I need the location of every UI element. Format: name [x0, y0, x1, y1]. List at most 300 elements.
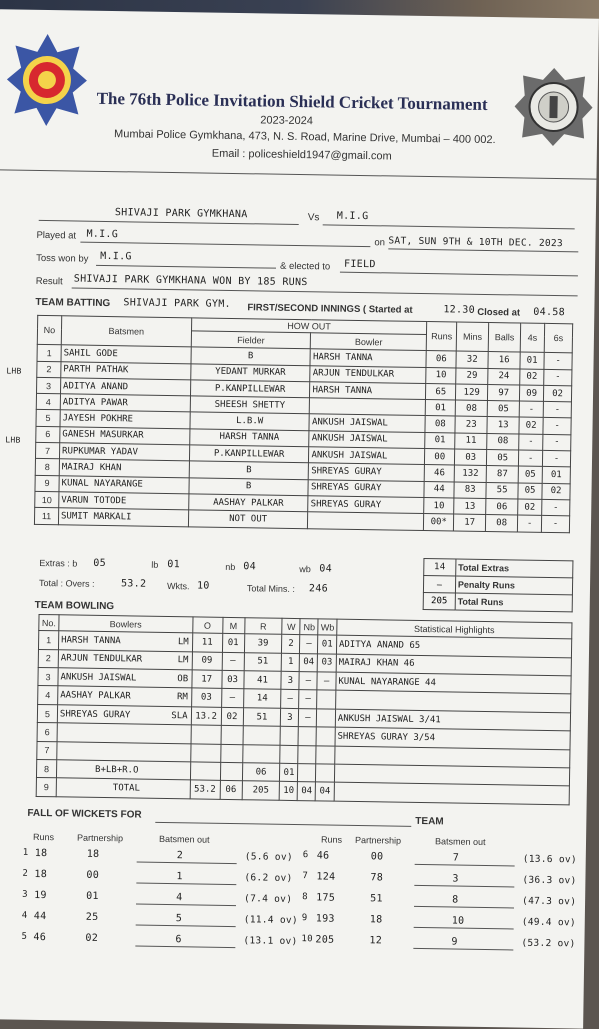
bowling-table: [36, 614, 573, 805]
batsman-runs: 01: [425, 400, 455, 417]
batsman-runs: 46: [424, 465, 454, 482]
fow-h-out-2: Batsmen out: [434, 836, 486, 848]
innings-started: 12.30: [443, 304, 476, 316]
bowler-wickets: 1: [282, 653, 300, 672]
bcol-wb: Wb: [318, 619, 337, 636]
batsman-6s: -: [544, 369, 572, 386]
penalty-value: –: [423, 576, 455, 593]
fow-underline: [414, 885, 514, 888]
bowler-overs: [191, 725, 221, 744]
bowler-wb: [317, 709, 336, 728]
bcol-w: W: [282, 618, 300, 635]
bowler-wickets: 3: [281, 708, 299, 727]
fow-overs: (5.6 ov): [244, 851, 293, 863]
bowler-nb: [298, 727, 316, 746]
extras-label: Extras : b: [39, 557, 78, 569]
dismissal-bowler: SHREYAS GURAY: [308, 496, 424, 514]
bowler-no: 5: [37, 704, 57, 723]
batsman-balls: 87: [486, 466, 518, 483]
bowler-wb: 03: [318, 654, 337, 673]
batsman-4s: 02: [518, 499, 542, 516]
dismissal-fielder: HARSH TANNA: [189, 429, 309, 447]
bowler-overs: 03: [191, 688, 221, 707]
batsman-mins: 08: [455, 400, 487, 417]
col-mins: Mins: [456, 322, 488, 352]
dismissal-fielder: SHEESH SHETTY: [190, 396, 310, 414]
fow-runs: 175: [316, 892, 336, 904]
totals-box: [423, 558, 574, 612]
batsman-4s: 09: [520, 385, 544, 402]
fow-batsman-out: 1: [176, 871, 183, 883]
bowler-nb: [298, 745, 316, 764]
total-mins: 246: [308, 583, 329, 595]
margin-mark-lhb-1: LHB: [6, 366, 22, 376]
batsman-no: 9: [35, 475, 59, 492]
fow-wicket-no: 10: [301, 934, 313, 945]
header-divider: [0, 169, 596, 179]
team1-line: [39, 220, 299, 225]
bowler-no: 9: [36, 778, 56, 797]
batsman-no: 8: [35, 459, 59, 476]
fow-partnership: 78: [370, 872, 384, 884]
fow-batsman-out: 6: [175, 934, 182, 946]
team-batting-label: TEAM BATTING: [35, 296, 111, 310]
team1: SHIVAJI PARK GYMKHANA: [114, 207, 248, 221]
played-at: M.I.G: [86, 228, 119, 241]
extras-lb: 01: [167, 558, 181, 571]
batsman-mins: 32: [456, 351, 488, 368]
bowler-cell: [56, 778, 190, 798]
col-balls: Balls: [488, 323, 520, 353]
bowler-runs: 51: [244, 652, 282, 671]
team-bowling-label: TEAM BOWLING: [34, 599, 115, 613]
batsman-no: 3: [37, 377, 61, 394]
fow-wicket-no: 6: [302, 850, 309, 861]
bowler-nb: –: [299, 672, 317, 691]
fow-h-runs-2: Runs: [320, 834, 343, 845]
batsman-no: 6: [36, 426, 60, 443]
batsman-runs: 10: [424, 497, 454, 514]
total-extras-label: Total Extras: [456, 559, 573, 578]
bowler-maidens: 01: [222, 634, 244, 653]
batsman-no: 5: [36, 410, 60, 427]
fow-overs: (47.3 ov): [522, 895, 577, 908]
fow-batsman-out: 5: [175, 913, 183, 925]
batsman-6s: -: [543, 402, 571, 419]
toss-line: [96, 265, 276, 269]
fow-overs: (7.4 ov): [244, 893, 293, 905]
dismissal-bowler: SHREYAS GURAY: [309, 463, 425, 481]
batsman-name: ADITYA ANAND: [60, 378, 190, 396]
batsman-runs: 00*: [424, 514, 454, 531]
batsman-runs: 10: [426, 367, 456, 384]
bowler-wb: [316, 745, 335, 764]
dismissal-fielder: P.KANPILLEWAR: [190, 380, 310, 398]
extras-nb: 04: [243, 561, 257, 573]
fow-partnership: 18: [369, 914, 383, 926]
bcol-r: R: [244, 618, 282, 635]
dismissal-bowler: ANKUSH JAISWAL: [309, 414, 425, 432]
batsman-6s: 01: [542, 467, 570, 484]
bowler-maidens: [220, 744, 242, 763]
total-overs: 53.2: [120, 578, 147, 590]
total-mins-label: Total Mins. :: [246, 583, 296, 594]
batsman-name: VARUN TOTODE: [59, 492, 189, 510]
batsman-mins: 23: [455, 416, 487, 433]
fow-runs: 124: [316, 871, 336, 883]
fow-partnership: 02: [85, 932, 99, 944]
bowler-nb: –: [300, 635, 318, 654]
batsman-4s: 01: [520, 352, 544, 369]
statistical-highlight: [334, 783, 569, 805]
bowler-nb: –: [299, 708, 317, 727]
bowler-runs: 205: [242, 781, 280, 800]
bowler-overs: 53.2: [190, 780, 220, 799]
elected: FIELD: [343, 258, 376, 271]
bowler-no: 7: [37, 741, 57, 760]
dismissal-fielder: AASHAY PALKAR: [188, 494, 308, 512]
vs-label: Vs: [307, 212, 320, 224]
batsman-name: ADITYA PAWAR: [60, 394, 190, 412]
batsman-name: KUNAL NAYARANGE: [59, 475, 189, 493]
team2: M.I.G: [336, 210, 369, 223]
batsman-no: 10: [35, 491, 59, 508]
col-4s: 4s: [520, 323, 544, 353]
fow-overs: (36.3 ov): [522, 874, 577, 887]
batsman-4s: -: [519, 401, 543, 418]
total-extras-value: 14: [424, 559, 456, 576]
bowler-wickets: [280, 745, 298, 764]
dismissal-fielder: L.B.W: [190, 412, 310, 430]
batsman-runs: 44: [424, 481, 454, 498]
dismissal-bowler: ANKUSH JAISWAL: [309, 447, 425, 465]
batsman-balls: 08: [486, 515, 518, 532]
dismissal-fielder: YEDANT MURKAR: [190, 363, 310, 381]
penalty-label: Penalty Runs: [455, 576, 572, 595]
date-line: [388, 248, 578, 252]
bowler-overs: 11: [192, 633, 222, 652]
statistical-highlight: SHREYAS GURAY 3/54: [335, 727, 570, 749]
bowler-overs: 13.2: [191, 707, 221, 726]
batsman-mins: 11: [455, 433, 487, 450]
batsman-balls: 05: [487, 401, 519, 418]
dismissal-fielder: B: [189, 477, 309, 495]
fow-wicket-no: 4: [21, 910, 28, 921]
dismissal-fielder: NOT OUT: [188, 510, 308, 528]
police-logo-left: [4, 31, 89, 128]
batsman-6s: -: [543, 418, 571, 435]
fow-wicket-no: 1: [22, 847, 29, 858]
bowler-runs: 39: [244, 634, 282, 653]
bowler-wb: [316, 727, 335, 746]
statistical-highlight: MAIRAJ KHAN 46: [336, 654, 571, 676]
dismissal-fielder: P.KANPILLEWAR: [189, 445, 309, 463]
bowler-cell: [57, 723, 191, 743]
batsman-runs: 00: [425, 449, 455, 466]
bowler-wb: [316, 764, 335, 783]
bowler-maidens: [220, 762, 242, 781]
fow-batsman-out: 9: [451, 936, 458, 948]
col-batsmen: Batsmen: [61, 316, 191, 347]
result: SHIVAJI PARK GYMKHANA WON BY 185 RUNS: [73, 273, 308, 289]
col-how-out: HOW OUT: [191, 318, 427, 335]
batsman-name: RUPKUMAR YADAV: [59, 443, 189, 461]
result-label: Result: [35, 275, 63, 288]
batsman-name: JAYESH POKHRE: [60, 410, 190, 428]
fow-partnership: 01: [86, 890, 99, 902]
batsman-runs: 06: [426, 351, 456, 368]
fow-partnership: 00: [86, 869, 100, 881]
fow-label: FALL OF WICKETS FOR: [27, 807, 142, 821]
batsman-no: 11: [34, 508, 58, 525]
batsman-runs: 01: [425, 432, 455, 449]
on-label: on: [374, 237, 386, 249]
total-runs-value: 205: [423, 593, 455, 610]
bowler-cell: [58, 668, 192, 688]
fow-wicket-no: 9: [301, 913, 308, 924]
extras-wb: 04: [319, 563, 333, 575]
col-no: No: [37, 315, 61, 345]
played-at-label: Played at: [36, 229, 77, 242]
wkts: 10: [196, 580, 210, 592]
fow-batsman-out: 2: [176, 850, 184, 862]
fow-overs: (11.4 ov): [243, 914, 299, 927]
bowler-style: OB: [177, 673, 189, 685]
extras-b: 05: [93, 557, 107, 570]
batsman-4s: -: [519, 434, 543, 451]
batsman-6s: -: [542, 499, 570, 516]
dismissal-bowler: ARJUN TENDULKAR: [310, 365, 426, 383]
fow-wicket-no: 5: [21, 931, 28, 942]
bowler-nb: 04: [298, 782, 316, 801]
tournament-logo-right: [514, 65, 593, 148]
dismissal-bowler: [310, 398, 426, 416]
bowler-runs: [243, 726, 281, 745]
bowler-overs: 17: [192, 670, 222, 689]
bowler-wickets: 01: [280, 763, 298, 782]
team2-line: [323, 224, 575, 229]
fow-underline: [135, 946, 235, 949]
fow-underline: [136, 883, 236, 886]
bowler-runs: 51: [243, 708, 281, 727]
bowler-cell: [58, 631, 192, 651]
batsman-4s: 02: [520, 369, 544, 386]
bowler-runs: 14: [243, 689, 281, 708]
batsman-6s: 02: [542, 483, 570, 500]
fow-underline: [136, 904, 236, 907]
innings-closed: 04.58: [533, 306, 566, 319]
batsman-balls: 13: [487, 417, 519, 434]
bowler-maidens: 02: [221, 707, 243, 726]
bowler-no: 6: [37, 723, 57, 742]
batsman-runs: 65: [426, 383, 456, 400]
fow-overs: (6.2 ov): [244, 872, 293, 884]
dismissal-bowler: HARSH TANNA: [310, 349, 426, 367]
fow-runs: 44: [33, 910, 47, 923]
bowler-wb: [317, 690, 336, 709]
bowler-maidens: [221, 726, 243, 745]
tournament-title: The 76th Police Invitation Shield Cricket Tournament: [96, 88, 488, 114]
bowler-name: ANKUSH JAISWAL: [60, 672, 137, 684]
bowler-maidens: 03: [221, 670, 243, 689]
dismissal-bowler: [308, 512, 424, 530]
batsman-name: MAIRAJ KHAN: [59, 459, 189, 477]
fow-wicket-no: 7: [302, 871, 309, 882]
dismissal-fielder: B: [191, 347, 311, 365]
toss-winner: M.I.G: [100, 250, 132, 263]
fow-underline: [136, 925, 236, 928]
result-line: [72, 287, 578, 296]
match-date: SAT, SUN 9TH & 10TH DEC. 2023: [388, 235, 564, 250]
fow-partnership: 12: [369, 935, 383, 947]
bowler-cell: [56, 760, 190, 780]
bowler-overs: [190, 762, 220, 781]
bowler-no: 3: [38, 668, 58, 687]
fow-h-runs-1: Runs: [32, 831, 55, 843]
bowler-wb: 01: [318, 635, 337, 654]
batsman-mins: 29: [456, 368, 488, 385]
bowler-maidens: –: [221, 689, 243, 708]
statistical-highlight: KUNAL NAYARANGE 44: [336, 672, 571, 694]
batsman-6s: -: [542, 450, 570, 467]
fow-h-partnership-2: Partnership: [354, 834, 402, 846]
toss-label: Toss won by: [36, 252, 89, 265]
bowler-name: HARSH TANNA: [61, 635, 121, 647]
bowler-cell: [57, 741, 191, 761]
bowler-name: B+LB+R.O: [95, 764, 139, 776]
batsman-balls: 55: [486, 482, 518, 499]
batsman-name: SUMIT MARKALI: [58, 508, 188, 526]
fow-runs: 205: [315, 934, 335, 946]
batsman-no: 2: [37, 361, 61, 378]
batsman-no: 7: [35, 442, 59, 459]
bowler-cell: [58, 686, 192, 706]
bowler-overs: [190, 744, 220, 763]
scoresheet: [0, 9, 599, 1028]
fow-wicket-no: 2: [22, 868, 29, 879]
fow-partnership: 00: [370, 851, 384, 863]
bowler-style: RM: [176, 692, 188, 703]
batsman-4s: 05: [518, 483, 542, 500]
bowler-cell: [58, 649, 192, 669]
batsman-balls: 97: [488, 384, 520, 401]
batsman-4s: 05: [518, 466, 542, 483]
batsman-mins: 13: [454, 498, 486, 515]
col-runs: Runs: [426, 322, 456, 352]
bowler-wb: 04: [316, 782, 335, 801]
bowler-nb: [298, 764, 316, 783]
bcol-nb: Nb: [300, 619, 318, 636]
fow-overs: (53.2 ov): [521, 937, 576, 950]
bowler-runs: [242, 744, 280, 763]
fow-runs: 18: [34, 868, 48, 881]
batsman-4s: -: [517, 515, 541, 532]
batsman-4s: -: [518, 450, 542, 467]
batsman-mins: 83: [454, 482, 486, 499]
batsman-6s: 02: [543, 385, 571, 402]
address: Mumbai Police Gymkhana, 473, N. S. Road, Marine Drive, Mumbai – 400 002.: [113, 128, 496, 147]
bowler-no: 1: [38, 631, 58, 650]
bowler-style: SLA: [171, 710, 188, 721]
fow-wicket-no: 8: [302, 892, 308, 903]
fow-runs: 18: [34, 847, 48, 860]
bowler-maidens: –: [222, 652, 244, 671]
total-runs-label: Total Runs: [455, 593, 572, 612]
fow-runs: 19: [34, 889, 47, 902]
dismissal-bowler: SHREYAS GURAY: [308, 479, 424, 497]
dismissal-bowler: HARSH TANNA: [310, 382, 426, 400]
bowler-cell: [57, 705, 191, 725]
batting-table: [34, 315, 573, 533]
closed-label: Closed at: [477, 306, 521, 319]
fow-overs: (13.1 ov): [243, 935, 298, 948]
batsman-balls: 06: [486, 498, 518, 515]
fow-runs: 46: [33, 931, 47, 944]
bowler-runs: 06: [242, 763, 280, 782]
batsman-mins: 132: [454, 465, 486, 482]
bowler-name: TOTAL: [112, 783, 140, 794]
extras-lb-label: lb: [151, 559, 159, 570]
bowler-wickets: –: [281, 690, 299, 709]
fow-partnership: 51: [370, 893, 383, 905]
wkts-label: Wkts.: [166, 580, 190, 592]
fow-batsman-out: 10: [451, 915, 465, 927]
col-bowler: Bowler: [311, 333, 427, 351]
batsman-runs: 08: [425, 416, 455, 433]
batsman-4s: 02: [519, 417, 543, 434]
statistical-highlight: ANKUSH JAISWAL 3/41: [335, 709, 570, 731]
bowler-nb: –: [299, 690, 317, 709]
batsman-6s: -: [541, 516, 569, 533]
fow-partnership: 25: [85, 911, 99, 923]
season: 2023-2024: [260, 114, 314, 128]
fow-batsman-out: 8: [452, 894, 459, 906]
bowler-name: SHREYAS GURAY: [59, 708, 131, 720]
bowler-wickets: 10: [280, 782, 298, 801]
batsman-6s: -: [543, 434, 571, 451]
dismissal-bowler: ANKUSH JAISWAL: [309, 430, 425, 448]
batsman-mins: 129: [456, 384, 488, 401]
bcol-bowlers: Bowlers: [59, 615, 193, 633]
bowler-name: AASHAY PALKAR: [60, 690, 131, 702]
fow-underline: [413, 948, 513, 951]
col-fielder: Fielder: [191, 331, 311, 349]
batsman-balls: 16: [488, 352, 520, 369]
fow-batsman-out: 3: [452, 873, 459, 885]
batsman-no: 1: [37, 345, 61, 362]
total-overs-label: Total : Overs :: [38, 577, 95, 589]
bowler-no: 8: [36, 759, 56, 778]
fow-overs: (13.6 ov): [522, 853, 578, 866]
batsman-balls: 08: [487, 433, 519, 450]
bowler-wb: –: [317, 672, 336, 691]
bowler-style: LM: [177, 637, 189, 648]
bowler-wickets: [280, 727, 298, 746]
fow-h-out-1: Batsmen out: [158, 833, 210, 845]
batsman-6s: -: [544, 353, 572, 370]
bowler-wickets: 3: [281, 671, 299, 690]
fow-underline: [137, 862, 237, 865]
bowler-no: 4: [38, 686, 58, 705]
fow-team-label: TEAM: [415, 815, 444, 828]
team-batting: SHIVAJI PARK GYM.: [123, 297, 231, 310]
bcol-m: M: [222, 617, 244, 634]
fow-runs: 193: [315, 913, 335, 925]
bowler-style: LM: [177, 655, 189, 666]
bowler-maidens: 06: [220, 781, 242, 800]
col-6s: 6s: [544, 323, 572, 353]
bowler-overs: 09: [192, 652, 222, 671]
